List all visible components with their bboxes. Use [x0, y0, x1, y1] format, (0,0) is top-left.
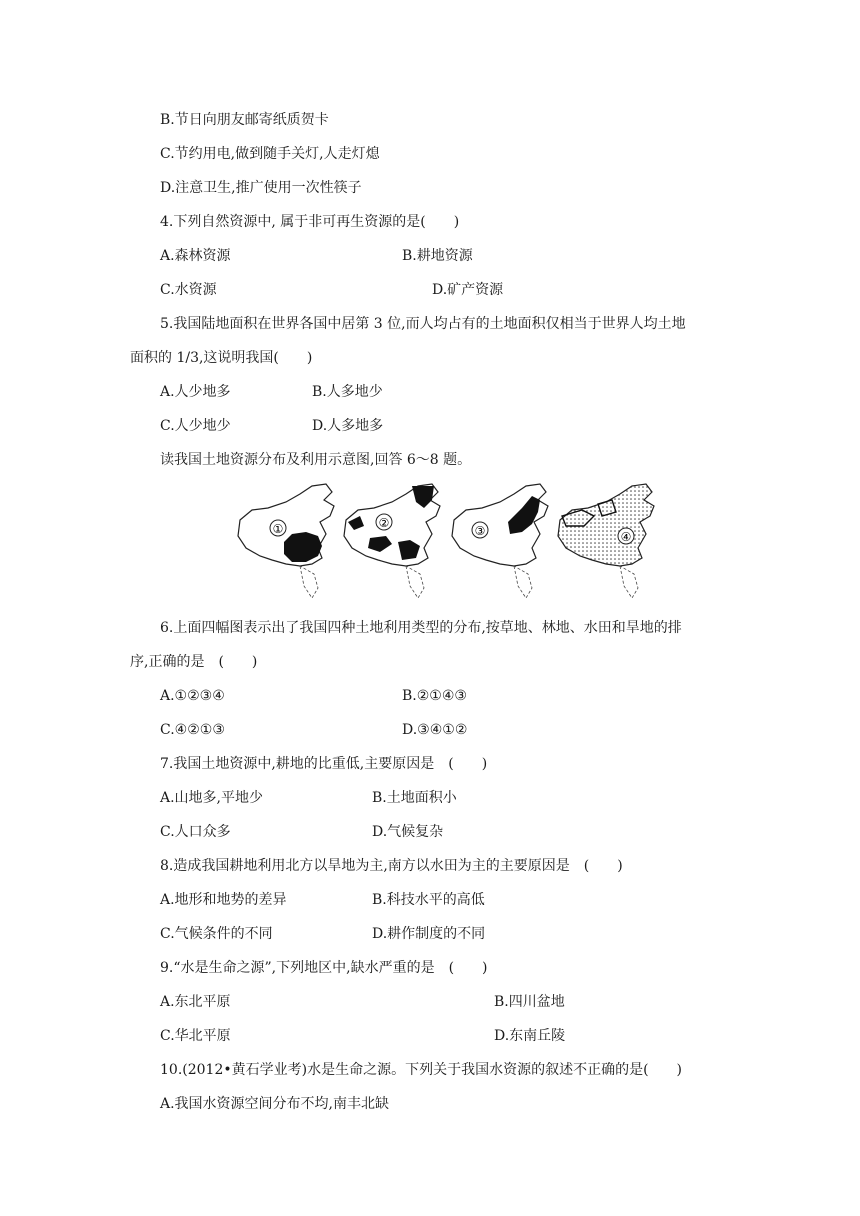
q6-option-c: C.④②①③	[160, 722, 225, 738]
q3-option-b: B.节日向朋友邮寄纸质贺卡	[160, 112, 329, 128]
map-1	[238, 484, 334, 598]
q8-stem: 8.造成我国耕地利用北方以旱地为主,南方以水田为主的主要原因是 ( )	[160, 858, 623, 874]
q7-option-b: B.土地面积小	[372, 790, 457, 806]
q8-option-b: B.科技水平的高低	[372, 892, 485, 908]
q5-option-c: C.人少地少	[160, 418, 231, 434]
q6-option-a: A.①②③④	[160, 688, 225, 704]
q9-stem: 9.“水是生命之源”,下列地区中,缺水严重的是 ( )	[160, 960, 488, 976]
q9-option-b: B.四川盆地	[494, 994, 565, 1010]
q10-stem: 10.(2012•黄石学业考)水是生命之源。下列关于我国水资源的叙述不正确的是( )	[160, 1062, 682, 1078]
q6-stem-line2: 序,正确的是 ( )	[130, 654, 258, 670]
q5-stem-line2: 面积的 1/3,这说明我国( )	[130, 350, 313, 366]
q5-option-a: A.人少地多	[160, 384, 231, 400]
map-3	[452, 484, 548, 598]
map-4-label: ④	[620, 530, 632, 544]
q7-option-d: D.气候复杂	[372, 824, 444, 840]
q9-option-d: D.东南丘陵	[494, 1028, 566, 1044]
map-2	[344, 484, 440, 598]
q4-stem: 4.下列自然资源中, 属于非可再生资源的是( )	[160, 214, 460, 230]
q8-option-c: C.气候条件的不同	[160, 926, 273, 942]
q5-option-b: B.人多地少	[312, 384, 383, 400]
map-intro: 读我国土地资源分布及利用示意图,回答 6～8 题。	[160, 452, 472, 468]
q4-option-b: B.耕地资源	[402, 248, 473, 264]
q7-stem: 7.我国土地资源中,耕地的比重低,主要原因是 ( )	[160, 756, 488, 772]
q9-option-a: A.东北平原	[160, 994, 231, 1010]
land-use-maps	[234, 482, 662, 600]
q6-stem-line1: 6.上面四幅图表示出了我国四种土地利用类型的分布,按草地、林地、水田和旱地的排	[160, 620, 682, 636]
q8-option-d: D.耕作制度的不同	[372, 926, 486, 942]
q5-option-d: D.人多地多	[312, 418, 384, 434]
map-3-label: ③	[474, 524, 486, 538]
map-2-label: ②	[378, 516, 390, 530]
q4-option-d: D.矿产资源	[432, 282, 504, 298]
q6-option-d: D.③④①②	[402, 722, 468, 738]
q3-option-d: D.注意卫生,推广使用一次性筷子	[160, 180, 362, 196]
q5-stem-line1: 5.我国陆地面积在世界各国中居第 3 位,而人均占有的土地面积仅相当于世界人均土地	[160, 316, 686, 332]
q8-option-a: A.地形和地势的差异	[160, 892, 287, 908]
q4-option-a: A.森林资源	[160, 248, 231, 264]
q10-option-a: A.我国水资源空间分布不均,南丰北缺	[160, 1096, 390, 1112]
q3-option-c: C.节约用电,做到随手关灯,人走灯熄	[160, 146, 380, 162]
q7-option-a: A.山地多,平地少	[160, 790, 264, 806]
map-4	[558, 484, 654, 598]
q7-option-c: C.人口众多	[160, 824, 231, 840]
q6-option-b: B.②①④③	[402, 688, 467, 704]
map-1-label: ①	[272, 522, 284, 536]
q4-option-c: C.水资源	[160, 282, 217, 298]
q9-option-c: C.华北平原	[160, 1028, 231, 1044]
